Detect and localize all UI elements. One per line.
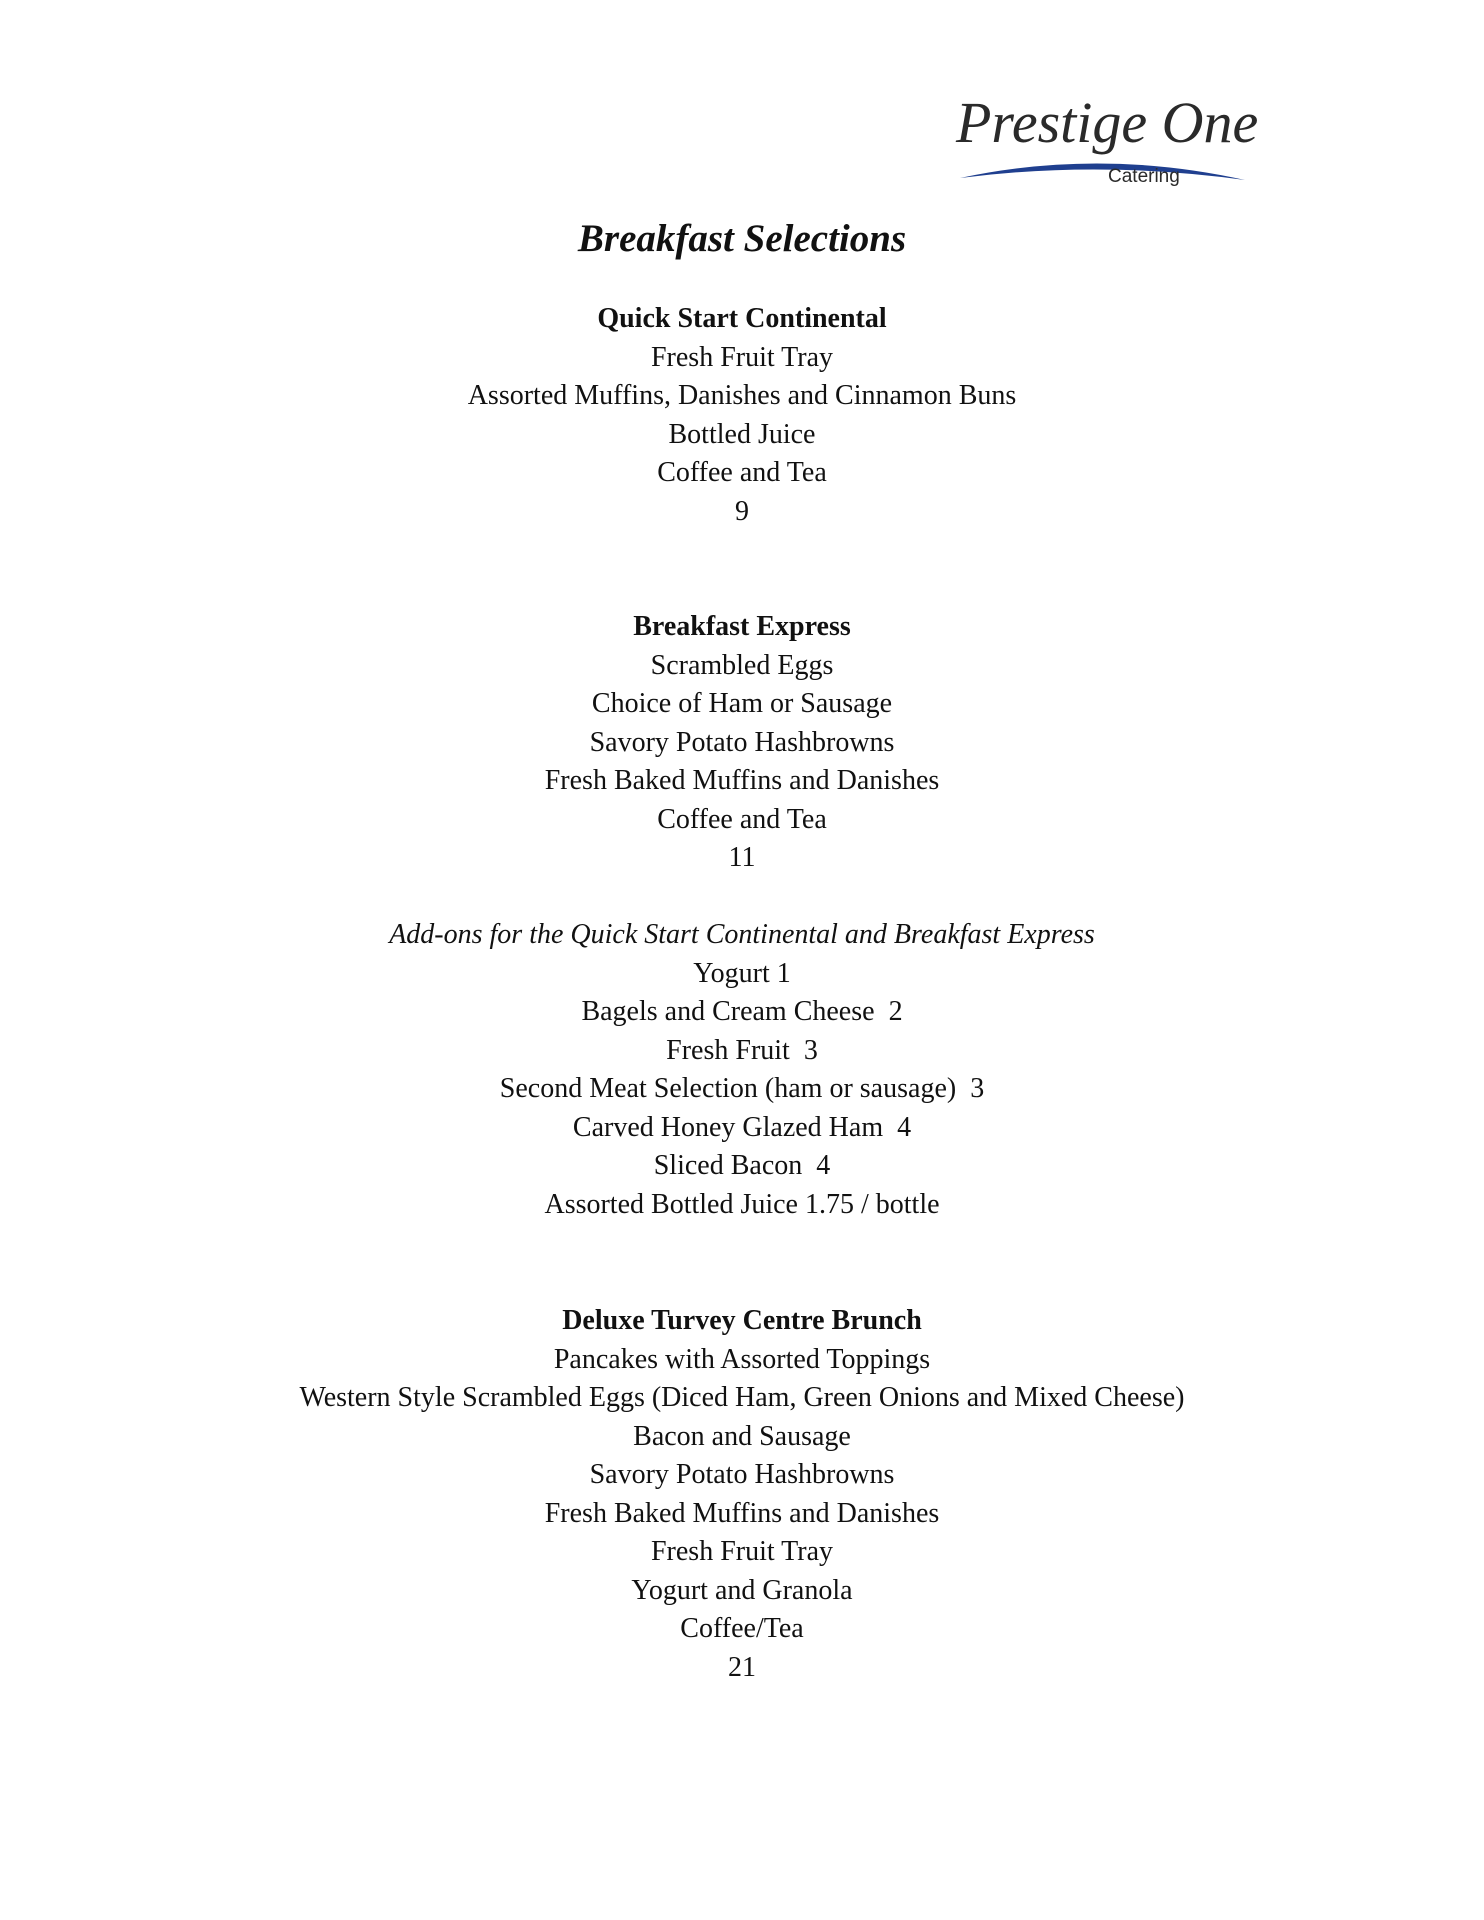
menu-item: Carved Honey Glazed Ham 4 bbox=[572, 1111, 912, 1143]
menu-item: Bacon and Sausage bbox=[633, 1420, 851, 1452]
menu-item: Yogurt and Granola bbox=[631, 1574, 853, 1606]
section-heading: Quick Start Continental bbox=[597, 303, 887, 334]
menu-item: Western Style Scrambled Eggs (Diced Ham, Green Onions and Mixed Cheese) bbox=[299, 1382, 1185, 1413]
page-title: Breakfast Selections bbox=[577, 217, 907, 260]
menu-item: Bottled Juice bbox=[668, 418, 816, 450]
menu-item: Coffee and Tea bbox=[657, 803, 827, 835]
section-heading: Add-ons for the Quick Start Continental and Breakfast Express bbox=[389, 919, 1095, 950]
menu-item: Coffee/Tea bbox=[680, 1613, 804, 1644]
menu-item: Second Meat Selection (ham or sausage) 3 bbox=[499, 1073, 985, 1104]
menu-item: Coffee and Tea bbox=[657, 457, 827, 488]
prestige-one-logo bbox=[950, 78, 1270, 198]
logo-graphic bbox=[950, 78, 1270, 198]
menu-item: Fresh Baked Muffins and Danishes bbox=[544, 1497, 940, 1529]
deluxe-brunch-section bbox=[0, 1302, 1484, 1687]
section-price: 21 bbox=[728, 1651, 756, 1683]
menu-item: Scrambled Eggs bbox=[650, 649, 834, 681]
menu-item: Bagels and Cream Cheese 2 bbox=[581, 996, 903, 1027]
logo-swoosh bbox=[960, 163, 1245, 180]
section-heading: Breakfast Express bbox=[633, 611, 851, 642]
menu-item: Assorted Bottled Juice 1.75 / bottle bbox=[544, 1188, 940, 1220]
logo-sub-text: Catering bbox=[1108, 166, 1180, 187]
menu-item: Fresh Fruit Tray bbox=[650, 341, 834, 373]
menu-item: Fresh Baked Muffins and Danishes bbox=[544, 765, 940, 796]
menu-item: Savory Potato Hashbrowns bbox=[589, 726, 895, 758]
section-price: 11 bbox=[728, 842, 756, 873]
menu-item: Yogurt 1 bbox=[693, 957, 791, 989]
menu-item: Choice of Ham or Sausage bbox=[591, 688, 893, 719]
menu-item: Assorted Muffins, Danishes and Cinnamon Buns bbox=[467, 380, 1017, 411]
menu-item: Sliced Bacon 4 bbox=[653, 1150, 831, 1181]
breakfast-express-section bbox=[0, 608, 1484, 878]
logo-brand-text: Prestige One bbox=[956, 90, 1259, 155]
menu-item: Pancakes with Assorted Toppings bbox=[553, 1343, 931, 1375]
addons-section bbox=[0, 916, 1484, 1224]
section-price: 9 bbox=[735, 495, 749, 527]
section-heading: Deluxe Turvey Centre Brunch bbox=[562, 1305, 922, 1336]
menu-item: Fresh Fruit Tray bbox=[650, 1536, 834, 1567]
menu-item: Fresh Fruit 3 bbox=[666, 1034, 818, 1066]
menu-item: Savory Potato Hashbrowns bbox=[589, 1459, 895, 1490]
quick-start-section bbox=[0, 300, 1484, 531]
